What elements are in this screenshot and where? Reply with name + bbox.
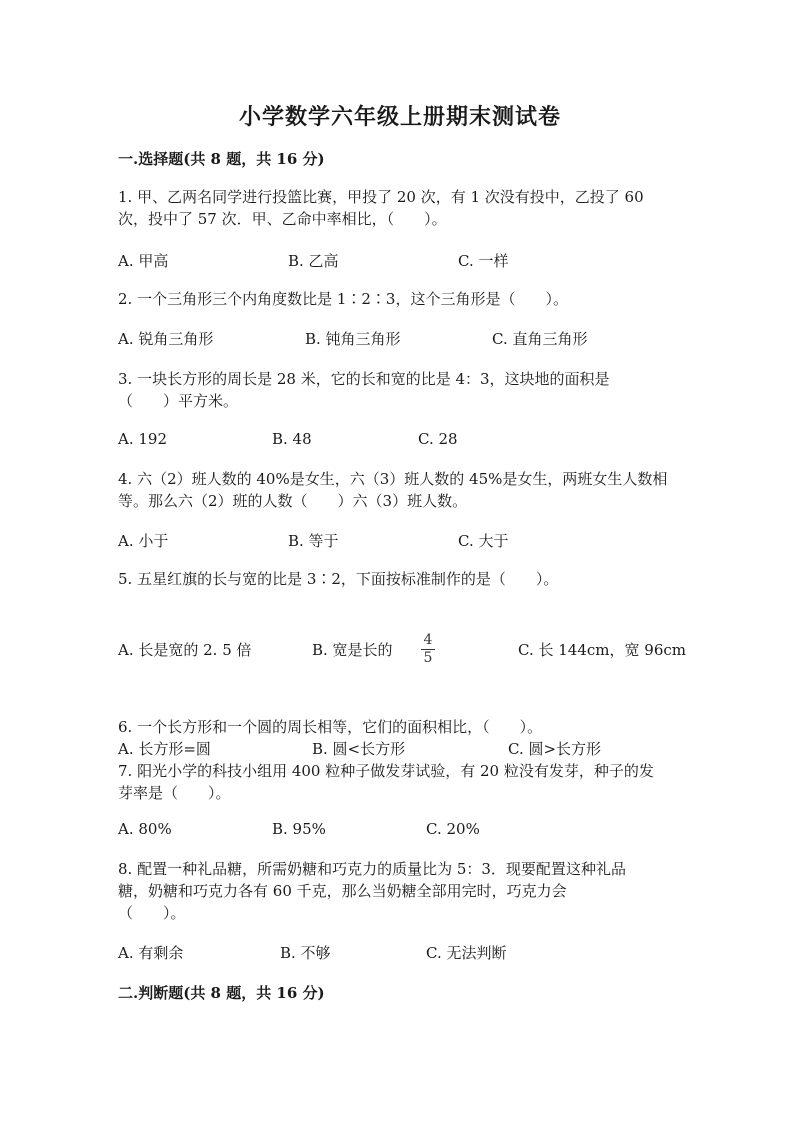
fraction-numerator: 4	[423, 632, 433, 648]
question-7-line-1: 7. 阳光小学的科技小组用 400 粒种子做发芽试验，有 20 粒没有发芽，种子的发	[118, 762, 654, 780]
question-8-line-2: 糖，奶糖和巧克力各有 60 千克，那么当奶糖全部用完时，巧克力会	[118, 882, 567, 900]
section-heading-true-false: 二.判断题(共 8 题，共 16 分)	[118, 984, 325, 1002]
question-3-option-a: A. 192	[118, 430, 167, 448]
question-2-option-a: A. 锐角三角形	[118, 330, 214, 348]
question-2-option-b: B. 钝角三角形	[305, 330, 401, 348]
question-1-line-2: 次，投中了 57 次．甲、乙命中率相比，（ ）。	[118, 210, 447, 228]
question-7-option-c: C. 20%	[426, 820, 480, 838]
question-6-line-1: 6. 一个长方形和一个圆的周长相等，它们的面积相比，（ ）。	[118, 718, 543, 736]
question-6-option-b: B. 圆<长方形	[312, 740, 406, 758]
question-6-option-a: A. 长方形=圆	[118, 740, 211, 758]
question-7-line-2: 芽率是（ ）。	[118, 784, 231, 802]
question-3-option-b: B. 48	[272, 430, 312, 448]
question-8-option-b: B. 不够	[280, 944, 331, 962]
question-8-line-1: 8. 配置一种礼品糖，所需奶糖和巧克力的质量比为 5：3．现要配置这种礼品	[118, 860, 626, 878]
question-4-option-c: C. 大于	[458, 532, 509, 550]
question-4-line-1: 4. 六（2）班人数的 40%是女生，六（3）班人数的 45%是女生，两班女生人数相	[118, 470, 668, 488]
fraction-four-fifths	[418, 632, 438, 667]
question-7-option-a: A. 80%	[118, 820, 172, 838]
question-1-option-a: A. 甲高	[118, 252, 169, 270]
question-4-option-b: B. 等于	[288, 532, 339, 550]
question-7-option-b: B. 95%	[272, 820, 326, 838]
question-2-option-c: C. 直角三角形	[492, 330, 588, 348]
question-3-line-2: （ ）平方米。	[118, 392, 239, 410]
question-5-line-1: 5. 五星红旗的长与宽的比是 3∶2，下面按标准制作的是（ ）。	[118, 570, 559, 588]
question-5-option-b: B. 宽是长的	[312, 641, 393, 659]
question-4-option-a: A. 小于	[118, 532, 169, 550]
question-1-option-b: B. 乙高	[288, 252, 339, 270]
question-5-option-a: A. 长是宽的 2. 5 倍	[118, 641, 252, 659]
question-8-option-c: C. 无法判断	[426, 944, 507, 962]
question-1-line-1: 1. 甲、乙两名同学进行投篮比赛，甲投了 20 次，有 1 次没有投中，乙投了 60	[118, 188, 644, 206]
page-title: 小学数学六年级上册期末测试卷	[238, 104, 561, 130]
question-4-line-2: 等。那么六（2）班的人数（ ）六（3）班人数。	[118, 492, 468, 510]
question-1-option-c: C. 一样	[458, 252, 509, 270]
question-3-line-1: 3. 一块长方形的周长是 28 米，它的长和宽的比是 4：3，这块地的面积是	[118, 370, 610, 388]
question-8-line-3: （ ）。	[118, 904, 186, 922]
question-6-option-c: C. 圆>长方形	[508, 740, 602, 758]
question-8-option-a: A. 有剩余	[118, 944, 184, 962]
fraction-denominator: 5	[423, 650, 433, 666]
question-2-line-1: 2. 一个三角形三个内角度数比是 1∶2∶3，这个三角形是（ ）。	[118, 290, 568, 308]
question-5-option-c: C. 长 144cm，宽 96cm	[518, 641, 686, 659]
question-3-option-c: C. 28	[418, 430, 458, 448]
section-heading-multiple-choice: 一.选择题(共 8 题，共 16 分)	[118, 150, 325, 168]
